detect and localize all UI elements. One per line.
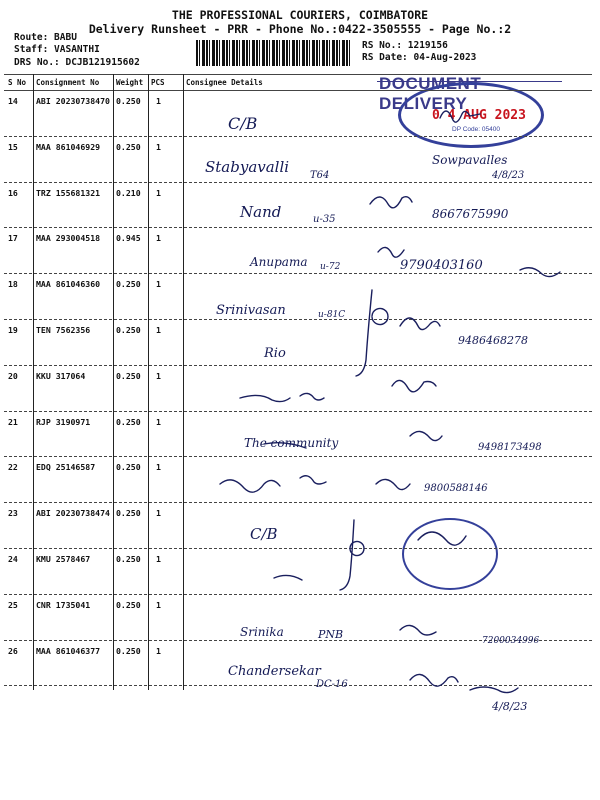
row-pcs: 1	[156, 187, 161, 198]
runsheet-subtitle: Delivery Runsheet - PRR - Phone No.:0422-3505555 - Page No.:2	[88, 22, 512, 36]
hand-r25-b: PNB	[318, 628, 344, 641]
row-consignment-no: KMU 2578467	[36, 554, 91, 564]
hand-r25-a: Srinika	[240, 625, 284, 639]
row-sno: 19	[8, 325, 18, 335]
row-pcs: 1	[156, 508, 161, 519]
hand-r19-b: 9486468278	[458, 334, 528, 347]
row-consignment-no: KKU 317064	[36, 370, 86, 381]
row-weight: 0.250	[116, 416, 141, 427]
rs-number: RS No.: 1219156	[362, 40, 448, 51]
hand-r15-c: Sowpavalles	[432, 153, 508, 167]
hand-r17-c: 9790403160	[400, 258, 483, 273]
row-pcs: 1	[156, 325, 161, 335]
row-sno: 17	[8, 233, 18, 244]
col-sno: S No	[8, 78, 27, 87]
row-sno: 16	[8, 187, 18, 198]
row-sno: 20	[8, 370, 18, 381]
row-weight: 0.250	[116, 96, 141, 106]
row-weight: 0.250	[116, 508, 141, 519]
col-weight: Weight	[116, 78, 144, 87]
row-consignment-no: MAA 861046929	[36, 141, 101, 152]
hand-r21-a: The community	[244, 436, 339, 450]
row-pcs: 1	[156, 416, 161, 427]
hand-r15-b: T64	[310, 170, 330, 181]
hand-r15-d: 4/8/23	[492, 170, 525, 181]
row-pcs: 1	[156, 599, 161, 610]
row-pcs: 1	[156, 279, 161, 290]
staff-label: Staff: VASANTHI	[14, 44, 100, 55]
route-label: Route: BABU	[14, 32, 77, 43]
col-consignment: Consignment No	[36, 78, 100, 87]
row-pcs: 1	[156, 645, 161, 656]
row-consignment-no: EDQ 25146587	[36, 462, 96, 473]
row-pcs: 1	[156, 370, 161, 381]
hand-r26-b: DC-16	[316, 679, 348, 690]
hand-r18-b: u-81C	[318, 310, 346, 320]
row-weight: 0.250	[116, 141, 141, 152]
hand-r26-a: Chandersekar	[228, 664, 321, 679]
rs-date: RS Date: 04-Aug-2023	[362, 52, 477, 63]
hand-r19-a: Rio	[264, 346, 286, 361]
hand-r22-a: 9800588146	[424, 483, 488, 494]
hand-r26-c: 4/8/23	[492, 700, 528, 713]
hand-r16-a: Nand	[240, 203, 282, 221]
row-weight: 0.250	[116, 645, 141, 656]
row-consignment-no: MAA 861046377	[36, 645, 101, 656]
row-pcs: 1	[156, 462, 161, 473]
row-weight: 0.945	[116, 233, 141, 244]
row-sno: 24	[8, 554, 18, 564]
hand-r16-b: u-35	[313, 214, 336, 225]
row-sno: 21	[8, 416, 18, 427]
row-sno: 25	[8, 599, 18, 610]
row-pcs: 1	[156, 141, 161, 152]
col-pcs: PCS	[151, 78, 165, 87]
row-consignment-no: TEN 7562356	[36, 325, 91, 335]
row-sno: 22	[8, 462, 18, 473]
hand-r23-a: C/B	[250, 525, 278, 543]
row-consignment-no: TRZ 155681321	[36, 187, 101, 198]
row-weight: 0.210	[116, 187, 141, 198]
row-sno: 23	[8, 508, 18, 519]
row-sno: 26	[8, 645, 18, 656]
hand-r15-a: Stabyavalli	[205, 158, 290, 176]
col-consignee: Consignee Details	[186, 78, 263, 87]
document-delivery-stamp: DOCUMENT DELIVERY	[377, 72, 562, 100]
row-consignment-no: ABI 20230738470	[36, 96, 110, 106]
row-consignment-no: RJP 3190971	[36, 416, 91, 427]
date-stamp: 0 4 AUG 2023	[432, 108, 526, 123]
row-weight: 0.250	[116, 462, 141, 473]
hand-r25-c: 7200034996	[482, 636, 540, 646]
row-weight: 0.250	[116, 279, 141, 290]
hand-r16-c: 8667675990	[432, 207, 509, 221]
row-consignment-no: CNR 1735041	[36, 599, 91, 610]
company-title: THE PROFESSIONAL COURIERS, COIMBATORE	[171, 8, 429, 22]
row-pcs: 1	[156, 554, 161, 564]
hand-r14-a: C/B	[228, 114, 258, 133]
row-pcs: 1	[156, 96, 161, 106]
hand-r17-a: Anupama	[250, 255, 308, 269]
row-sno: 18	[8, 279, 18, 290]
row-consignment-no: ABI 20230738474	[36, 508, 110, 519]
row-pcs: 1	[156, 233, 161, 244]
row-weight: 0.250	[116, 370, 141, 381]
row-sno: 15	[8, 141, 18, 152]
row-weight: 0.250	[116, 554, 141, 564]
hand-r18-a: Srinivasan	[216, 303, 286, 318]
row-sno: 14	[8, 96, 18, 106]
row-consignment-no: MAA 861046360	[36, 279, 101, 290]
row-weight: 0.250	[116, 325, 141, 335]
drs-number: DRS No.: DCJB121915602	[14, 57, 140, 68]
dp-code: DP Code: 05400	[452, 126, 500, 133]
hand-r21-b: 9498173498	[478, 442, 542, 453]
row-weight: 0.250	[116, 599, 141, 610]
row-consignment-no: MAA 293004518	[36, 233, 101, 244]
hand-r17-b: u-72	[320, 262, 341, 272]
